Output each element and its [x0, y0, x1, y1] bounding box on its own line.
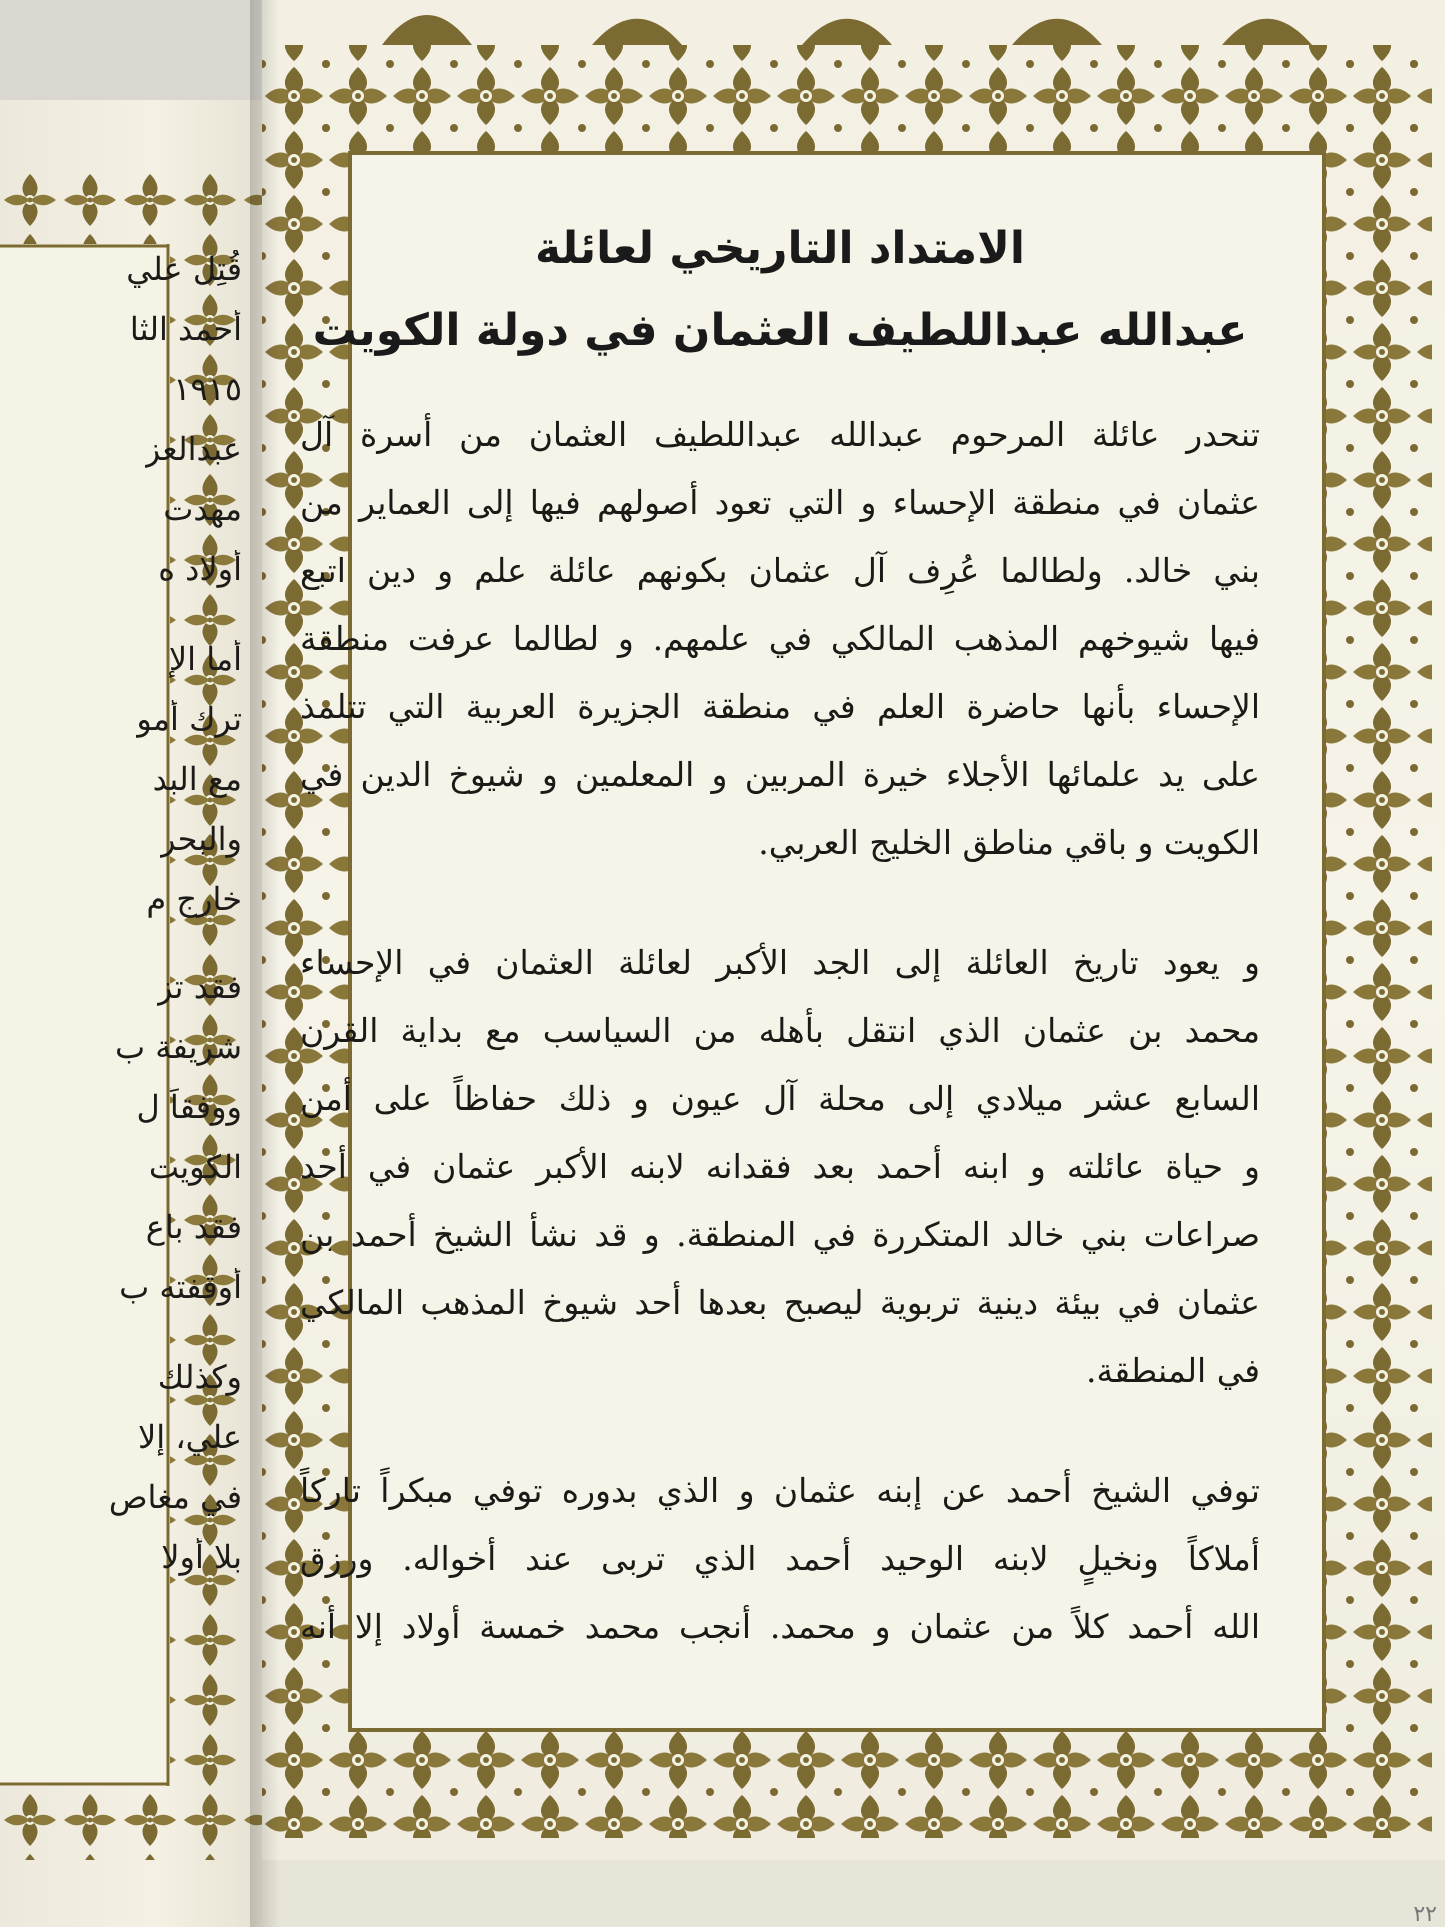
left-text-line: أوقفته ب	[119, 1268, 242, 1306]
paragraph-2-line: السابع عشر ميلادي إلى محلة آل عيون و ذلك حفاظاً على أمن	[300, 1079, 1260, 1118]
left-page	[0, 100, 262, 1927]
left-text-line: ترك أمو	[136, 700, 242, 738]
paragraph-1-line: الإحساء بأنها حاضرة العلم في منطقة الجزيرة العربية التي تتلمذ	[300, 687, 1260, 726]
left-text-line: ووفقاً ل	[136, 1088, 242, 1126]
left-text-line: شريفة ب	[114, 1028, 242, 1066]
paragraph-3-line: توفي الشيخ أحمد عن إبنه عثمان و الذي بدوره توفي مبكراً تاركاً	[300, 1471, 1260, 1510]
left-text-line: قُتِل علي	[126, 250, 242, 288]
page-number: ٢٢	[1413, 1902, 1437, 1927]
left-text-line: بلا أولا	[161, 1538, 242, 1576]
left-text-line: علي، إلا	[138, 1418, 242, 1456]
paragraph-2-line: و يعود تاريخ العائلة إلى الجد الأكبر لعائلة العثمان في الإحساء	[300, 943, 1260, 982]
paragraph-1-line: بني خالد. ولطالما عُرِف آل عثمان بكونهم عائلة علم و دين اتبع	[300, 551, 1260, 590]
paragraph-2-line: في المنطقة.	[1086, 1351, 1260, 1390]
left-text-line: والبحر	[159, 820, 242, 858]
paragraph-1-line: فيها شيوخهم المذهب المالكي في علمهم. و لطالما عرفت منطقة	[300, 619, 1260, 658]
page-content	[300, 215, 1260, 1646]
title-line-2: عبدالله عبداللطيف العثمان في دولة الكويت	[312, 305, 1248, 356]
paragraph-1-line: على يد علمائها الأجلاء خيرة المربين و المعلمين و شيوخ الدين في	[300, 755, 1260, 794]
left-text-line: الكويت	[148, 1148, 242, 1186]
left-text-line: مع البد	[152, 760, 242, 798]
left-text-line: عبدالعز	[144, 430, 242, 468]
paragraph-2-line: و حياة عائلته و ابنه أحمد بعد فقدانه لابنه الأكبر عثمان في أحد	[300, 1147, 1260, 1186]
left-text-line: أحمد الثا	[129, 310, 242, 348]
left-text-line: ١٩١٥	[173, 370, 242, 408]
paragraph-3-line: الله أحمد كلاً من عثمان و محمد. أنجب محمد خمسة أولاد إلا أنه	[300, 1607, 1260, 1646]
left-text-line: فقد باع	[145, 1208, 242, 1246]
paragraph-2-line: محمد بن عثمان الذي انتقل بأهله من السياسب مع بداية القرن	[300, 1011, 1260, 1050]
paragraph-2-line: صراعات بني خالد المتكررة في المنطقة. و قد نشأ الشيخ أحمد بن	[300, 1215, 1260, 1254]
paragraph-1-line: تنحدر عائلة المرحوم عبدالله عبداللطيف العثمان من أسرة آل	[300, 415, 1260, 454]
title-line-1: الامتداد التاريخي لعائلة	[535, 223, 1025, 274]
left-text-line: فقد تز	[156, 968, 242, 1006]
paragraph-2-line: عثمان في بيئة دينية تربوية ليصبح بعدها أحد شيوخ المذهب المالكي	[300, 1283, 1260, 1322]
paragraph-1-line: عثمان في منطقة الإحساء و التي تعود أصولهم فيها إلى العماير من	[300, 483, 1260, 522]
left-text-line: أما الإ	[168, 640, 242, 678]
paragraph-1-line: الكويت و باقي مناطق الخليج العربي.	[758, 823, 1260, 862]
left-text-line: أولاد ه	[158, 550, 242, 588]
left-text-line: في مغاص	[108, 1478, 242, 1516]
left-text-line: مهدت	[163, 490, 242, 528]
left-text-line: خارج م	[146, 880, 242, 918]
book-gutter	[250, 0, 280, 1927]
left-text-line: وكذلك	[157, 1358, 242, 1396]
paragraph-3-line: أملاكاً ونخيلٍ لابنه الوحيد أحمد الذي تربى عند أخواله. ورزق	[300, 1539, 1260, 1578]
left-page-text	[0, 100, 262, 1927]
